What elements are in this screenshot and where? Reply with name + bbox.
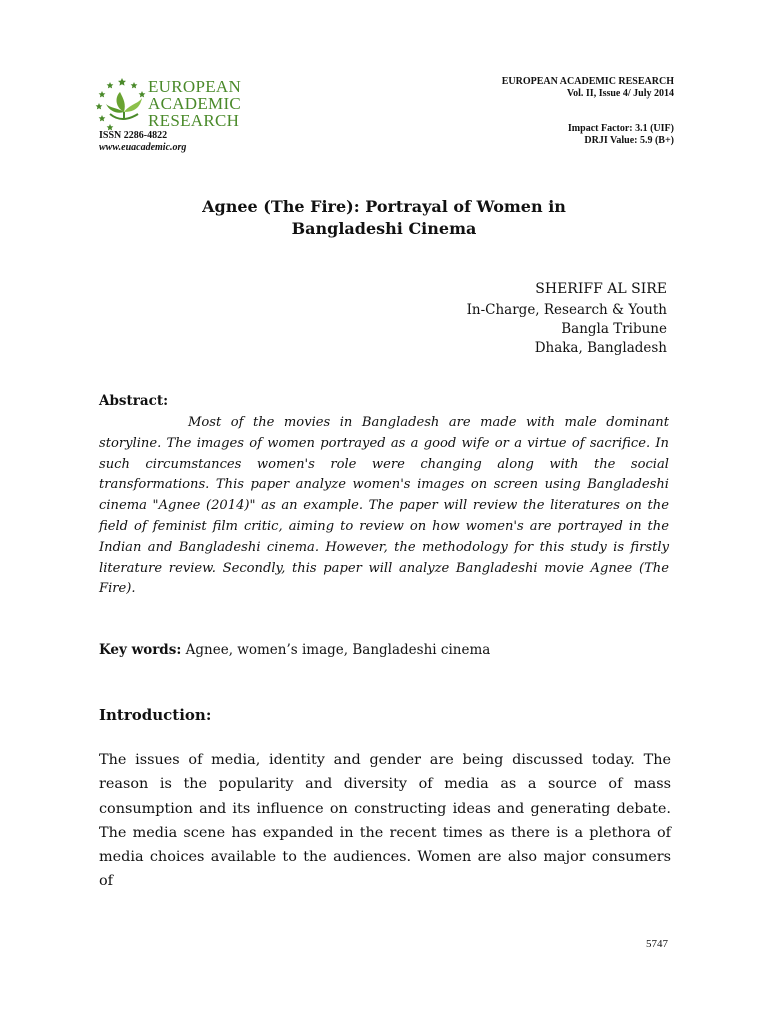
journal-metrics bbox=[568, 123, 674, 147]
impact-factor: Impact Factor: 3.1 (UIF) bbox=[567, 123, 674, 134]
introduction-text: The issues of media, identity and gender are being discussed today. The reason is the popularity and diversity of media as a source of mass consumption and its influence on constructing ideas and generating debate. The media scene has expanded in the recent times as there is a plethora of media choices available to the audiences. Women are also major consumers of bbox=[99, 752, 671, 890]
paper-title bbox=[0, 196, 768, 240]
paper-title-line-2: Bangladeshi Cinema bbox=[291, 219, 477, 238]
keywords-value: Agnee, women’s image, Bangladeshi cinema bbox=[185, 642, 491, 658]
introduction-heading: Introduction: bbox=[99, 706, 212, 724]
website: www.euacademic.org bbox=[99, 142, 187, 153]
journal-name: EUROPEAN ACADEMIC RESEARCH bbox=[501, 76, 674, 87]
logo-word-2: ACADEMIC bbox=[148, 94, 242, 113]
journal-header bbox=[502, 76, 674, 100]
author-role: In-Charge, Research & Youth bbox=[466, 302, 667, 318]
logo-word-1: EUROPEAN bbox=[148, 77, 242, 96]
author-block bbox=[467, 280, 667, 358]
author-location: Dhaka, Bangladesh bbox=[534, 340, 667, 356]
journal-logo bbox=[94, 74, 264, 138]
journal-issue: Vol. II, Issue 4/ July 2014 bbox=[566, 88, 674, 99]
author-org: Bangla Tribune bbox=[561, 321, 667, 337]
keywords-label: Key words: bbox=[99, 642, 182, 658]
drji-value: DRJI Value: 5.9 (B+) bbox=[584, 135, 674, 146]
paper-title-line-1: Agnee (The Fire): Portrayal of Women in bbox=[202, 197, 566, 216]
logo-word-3: RESEARCH bbox=[148, 111, 240, 130]
page-number: 5747 bbox=[646, 938, 668, 950]
keywords bbox=[99, 642, 490, 658]
logo-emblem-icon bbox=[94, 74, 150, 136]
abstract-text: Most of the movies in Bangladesh are made with male dominant storyline. The images of women portrayed as a good wife or a virtue of sacrifice. In such circumstances women's role were changing along with the social transformations. This paper analyze women's images on screen using Bangladeshi cinema "Agnee (2014)" as an example. The paper will review the literatures on the field of feminist film critic, aiming to review on how women's are portrayed in the Indian and Bangladeshi cinema. However, the methodology for this study is firstly literature review. Secondly, this paper will analyze Bangladeshi movie Agnee (The Fire). bbox=[99, 415, 669, 597]
abstract-heading: Abstract: bbox=[99, 393, 169, 409]
author-name: SHERIFF AL SIRE bbox=[535, 281, 667, 297]
issn: ISSN 2286-4822 bbox=[99, 130, 168, 141]
